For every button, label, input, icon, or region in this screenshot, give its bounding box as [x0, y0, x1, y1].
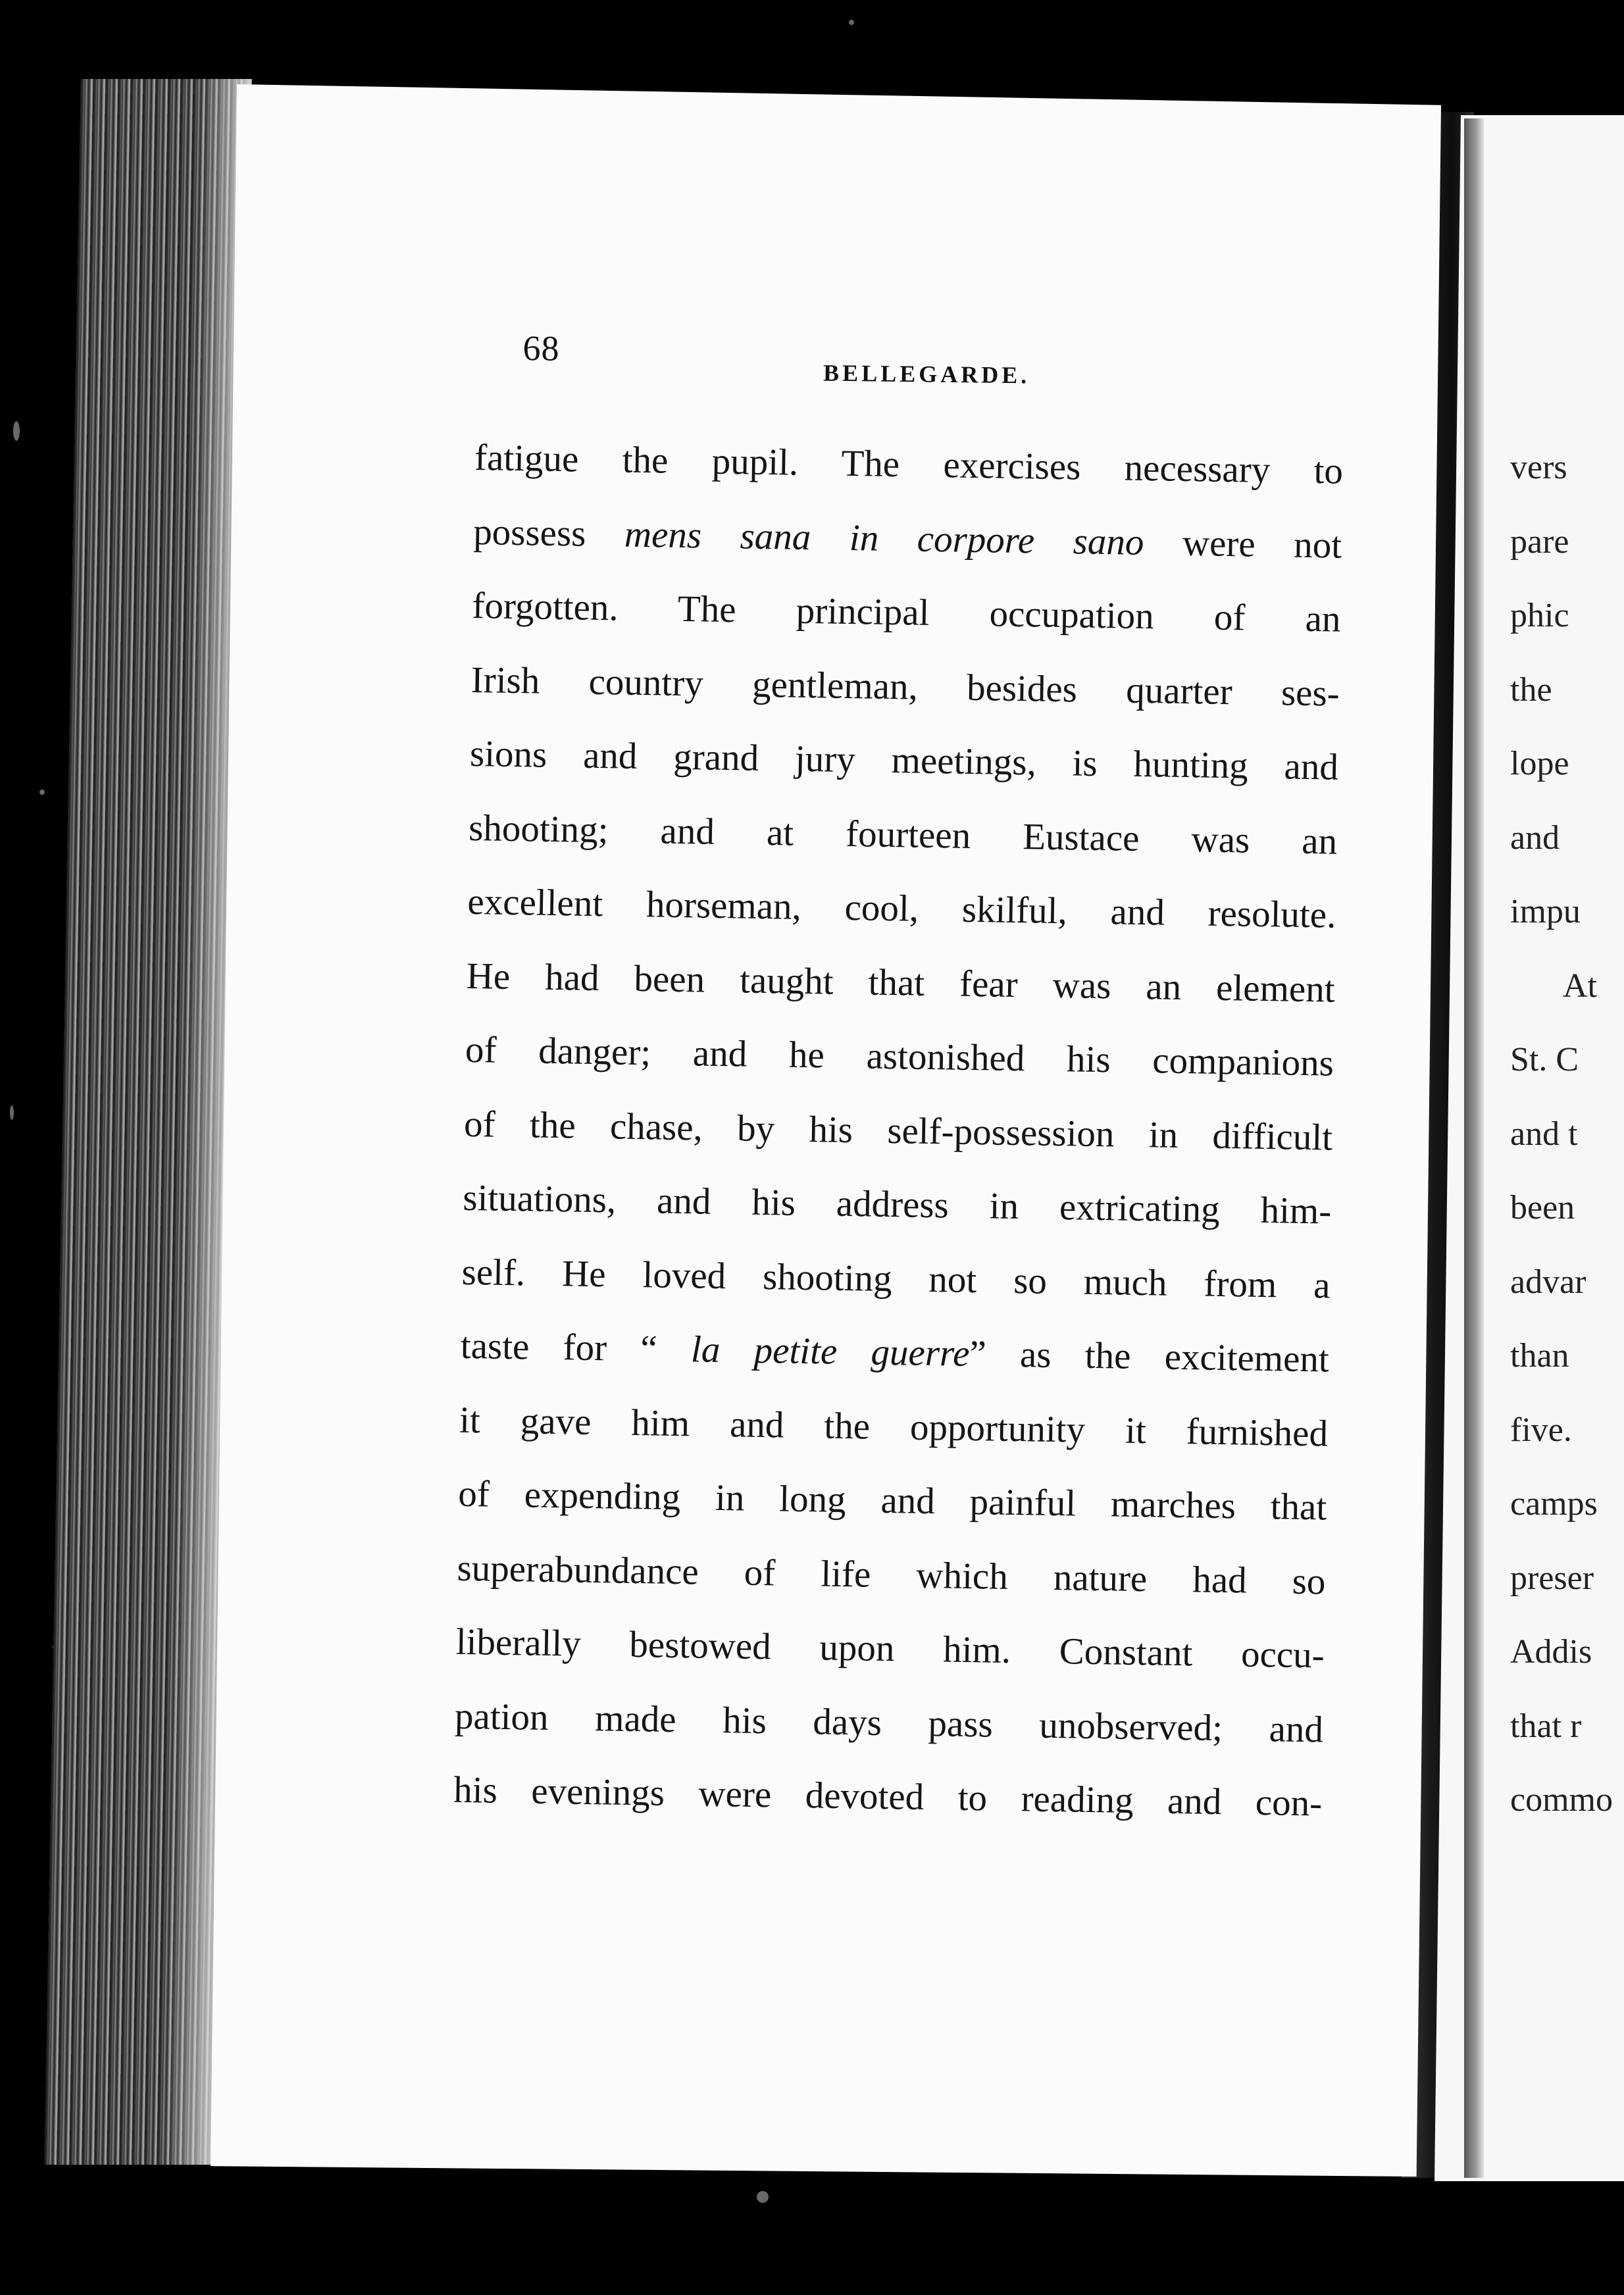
right-page-line: and t	[1510, 1115, 1578, 1153]
right-page-line: pare	[1510, 522, 1569, 561]
text-line: of danger; and he astonished his companions	[465, 1028, 1334, 1084]
right-page-fold	[1464, 118, 1484, 2178]
right-page-line: Addis	[1510, 1633, 1592, 1671]
text-line: his evenings were devoted to reading and con-	[453, 1769, 1323, 1825]
text-line: possess mens sana in corpore sano were not	[472, 511, 1342, 567]
scan-speck	[39, 790, 45, 795]
text-line: taste for “ la petite guerre” as the excitement	[460, 1324, 1330, 1380]
scan-speck	[849, 20, 854, 25]
right-page-text	[1510, 431, 1624, 1838]
text-line: situations, and his address in extricating him-	[462, 1176, 1332, 1232]
scan-speck	[757, 2191, 769, 2203]
text-line: sions and grand jury meetings, is hunting and	[469, 732, 1339, 788]
right-page-line: than	[1510, 1337, 1569, 1374]
right-page-line: lope	[1510, 745, 1569, 782]
right-page-line: preser	[1510, 1559, 1594, 1597]
body-text	[453, 421, 1343, 1841]
text-line: liberally bestowed upon him. Constant occu-	[455, 1621, 1325, 1677]
text-line: forgotten. The principal occupation of an	[472, 584, 1341, 640]
scan-speck	[10, 1105, 14, 1120]
right-page-line: the	[1510, 670, 1552, 709]
right-page-line: that r	[1510, 1707, 1582, 1745]
text-line: Irish country gentleman, besides quarter ses-	[470, 659, 1340, 715]
page-number: 68	[522, 328, 560, 368]
right-page-line: impu	[1510, 893, 1581, 930]
right-page-line: been	[1510, 1189, 1575, 1226]
text-line: superabundance of life which nature had so	[457, 1547, 1326, 1603]
text-line: of the chase, by his self-possession in difficult	[463, 1103, 1333, 1159]
text-line: He had been taught that fear was an element	[466, 955, 1336, 1011]
text-line: excellent horseman, cool, skilful, and resolute.	[467, 880, 1336, 936]
right-page-line: vers	[1510, 449, 1567, 486]
right-page-line: commo	[1510, 1781, 1613, 1819]
right-page-line: At	[1563, 967, 1597, 1005]
right-page-line: phic	[1510, 597, 1569, 634]
text-line: it gave him and the opportunity it furnished	[459, 1399, 1329, 1455]
right-page-line: five.	[1510, 1411, 1572, 1449]
right-page-line: camps	[1510, 1485, 1598, 1523]
text-line: pation made his days pass unobserved; and	[454, 1695, 1324, 1750]
right-page-line: St. C	[1510, 1041, 1579, 1078]
text-line: self. He loved shooting not so much from a	[461, 1251, 1331, 1307]
scan-speck	[13, 421, 20, 441]
text-line: of expending in long and painful marches that	[457, 1473, 1327, 1528]
right-page-line: advar	[1510, 1263, 1586, 1301]
text-line: shooting; and at fourteen Eustace was an	[468, 807, 1338, 863]
right-page-line: and	[1510, 819, 1560, 857]
text-line: fatigue the pupil. The exercises necessary to	[474, 436, 1344, 492]
running-title: BELLEGARDE.	[823, 359, 1030, 389]
